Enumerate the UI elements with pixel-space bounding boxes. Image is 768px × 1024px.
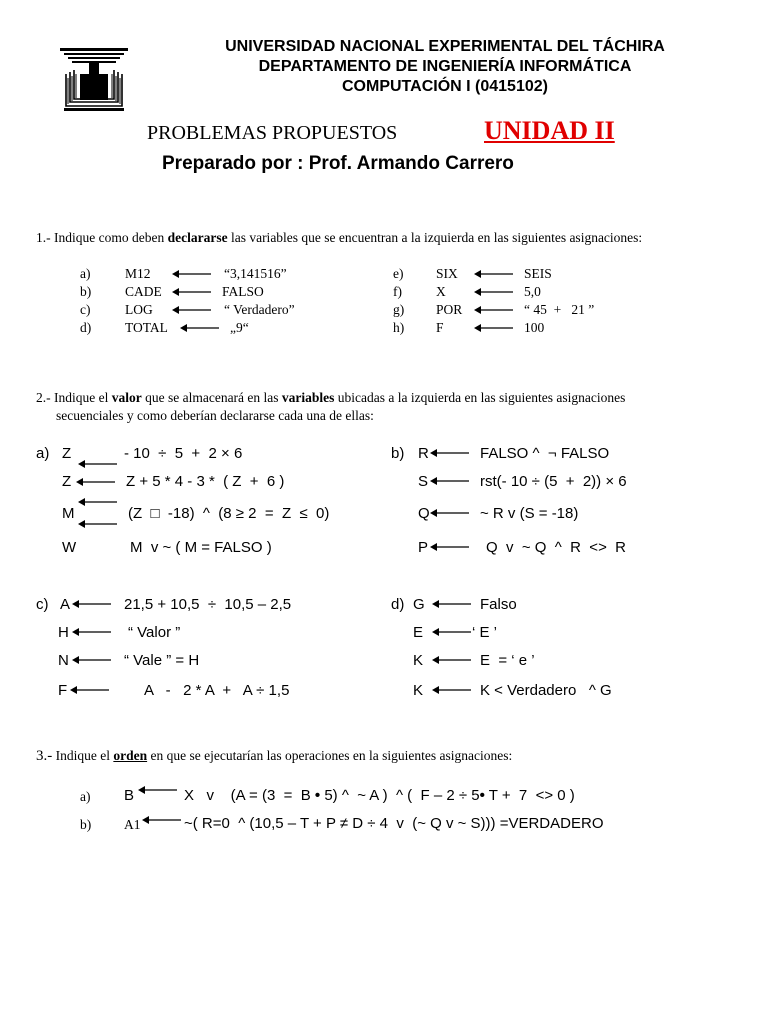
left-arrow-icon: [78, 518, 118, 530]
left-arrow-icon: [172, 286, 212, 298]
q2-d-var: G: [413, 596, 425, 613]
q3-item-key: b): [80, 817, 92, 832]
q3-item-key: a): [80, 789, 91, 804]
q2-c-expr: A - 2 * A + A ÷ 1,5: [144, 682, 290, 699]
q2-b-expr: ~ R v (S = -18): [480, 505, 579, 522]
q1-item-value: “ 45 + 21 ”: [524, 302, 595, 317]
q2-a-var: Z: [62, 473, 72, 490]
q1-item-value: „9“: [230, 320, 249, 335]
q1-item-value: 100: [524, 320, 545, 335]
left-arrow-icon: [432, 598, 472, 610]
bullet-dot-icon: •: [479, 787, 485, 804]
left-arrow-icon: [432, 684, 472, 696]
q1-item-key: f): [393, 284, 402, 299]
q1-item-value: SEIS: [524, 266, 552, 281]
left-arrow-icon: [76, 476, 116, 488]
left-arrow-icon: [78, 458, 118, 470]
q2-c-var: A: [60, 596, 71, 613]
left-arrow-icon: [430, 447, 470, 459]
left-arrow-icon: [430, 541, 470, 553]
left-arrow-icon: [430, 507, 470, 519]
q1-item-var: POR: [436, 302, 463, 317]
left-arrow-icon: [474, 322, 514, 334]
left-arrow-icon: [72, 654, 112, 666]
q2-c-var: H: [58, 624, 69, 641]
left-arrow-icon: [474, 286, 514, 298]
bullet-dot-icon: •: [314, 787, 321, 804]
author-line: Preparado por : Prof. Armando Carrero: [162, 153, 514, 174]
left-arrow-icon: [474, 304, 514, 316]
q3-item-var: B: [124, 787, 135, 804]
header-university: UNIVERSIDAD NACIONAL EXPERIMENTAL DEL TÁCHIRA: [225, 38, 665, 55]
q2-c-expr: “ Vale ” = H: [124, 652, 200, 669]
q2-b-expr: Q v ~ Q ^ R <> R: [486, 539, 626, 556]
q3-item-var: A1: [124, 817, 141, 832]
q1-item-key: g): [393, 302, 405, 317]
q2-b-expr: FALSO ^ ¬ FALSO: [480, 445, 610, 462]
q1-item-var: TOTAL: [125, 320, 168, 335]
q1-item-var: M12: [125, 266, 151, 281]
question-2-text: 2.- Indique el valor que se almacenará en las variables ubicadas a la izquierda en las siguientes asignaciones: [36, 390, 626, 405]
q2-c-expr: 21,5 + 10,5 ÷ 10,5 – 2,5: [124, 596, 292, 613]
q2-d-expr: K < Verdadero ^ G: [480, 682, 612, 699]
problems-title: PROBLEMAS PROPUESTOS: [147, 122, 398, 144]
left-arrow-icon: [432, 654, 472, 666]
q1-item-key: a): [80, 266, 91, 281]
left-arrow-icon: [432, 626, 472, 638]
unit-title: UNIDAD II: [484, 116, 615, 145]
question-1-text: 1.- Indique como deben declararse las variables que se encuentran a la izquierda en las siguientes asignaciones:: [36, 230, 643, 245]
q2-b-expr: rst(- 10 ÷ (5 + 2)) × 6: [480, 473, 627, 490]
q2-b-var: R: [418, 445, 429, 462]
q2-d-var: K: [413, 652, 424, 669]
university-logo-icon: [58, 44, 130, 116]
q1-item-value: “3,141516”: [224, 266, 287, 281]
q1-item-key: e): [393, 266, 404, 281]
header-course: COMPUTACIÓN I (0415102): [342, 78, 548, 95]
q2-a-var: W: [62, 539, 77, 556]
q1-item-value: “ Verdadero”: [224, 302, 295, 317]
q2-d-expr: Falso: [480, 596, 517, 613]
left-arrow-icon: [180, 322, 220, 334]
left-arrow-icon: [70, 684, 110, 696]
q3-item-expr: X v (A = (3 = B • 5) ^ ~ A ) ^ ( F – 2 ÷ 5• T + 7 <> 0 ): [184, 787, 575, 804]
q2-b-var: Q: [418, 505, 430, 522]
q2-d-var: K: [413, 682, 424, 699]
q2-a-expr: (Z □ -18) ^ (8 ≥ 2 = Z ≤ 0): [128, 505, 330, 522]
q2-b-var: P: [418, 539, 429, 556]
q2-b-label: b): [391, 445, 405, 462]
q1-item-key: d): [80, 320, 92, 335]
left-arrow-icon: [72, 598, 112, 610]
q2-a-expr: - 10 ÷ 5 + 2 × 6: [124, 445, 243, 462]
q2-a-expr: M v ~ ( M = FALSO ): [130, 539, 272, 556]
q2-a-expr: Z + 5 * 4 - 3 * ( Z + 6 ): [126, 473, 285, 490]
left-arrow-icon: [142, 814, 182, 826]
left-arrow-icon: [138, 784, 178, 796]
q2-a-var: Z: [62, 445, 72, 462]
q1-item-var: LOG: [125, 302, 153, 317]
left-arrow-icon: [474, 268, 514, 280]
left-arrow-icon: [172, 268, 212, 280]
question-3-text: 3.- Indique el orden en que se ejecutarían las operaciones en la siguientes asignaciones:: [36, 748, 513, 764]
q2-a-label: a): [36, 445, 50, 462]
q1-item-value: FALSO: [222, 284, 264, 299]
left-arrow-icon: [430, 475, 470, 487]
left-arrow-icon: [172, 304, 212, 316]
q3-item-expr: ~( R=0 ^ (10,5 – T + P ≠ D ÷ 4 v (~ Q v ~ S))) =VERDADERO: [184, 815, 604, 832]
q1-item-key: b): [80, 284, 92, 299]
q2-c-var: N: [58, 652, 69, 669]
q1-item-key: h): [393, 320, 405, 335]
q1-item-var: X: [436, 284, 446, 299]
q2-c-label: c): [36, 596, 49, 613]
q2-d-var: E: [413, 624, 424, 641]
q2-a-var: M: [62, 505, 75, 522]
q2-d-expr: E = ‘ e ’: [480, 652, 535, 669]
q1-item-var: SIX: [436, 266, 458, 281]
q2-c-expr: “ Valor ”: [128, 624, 181, 641]
left-arrow-icon: [72, 626, 112, 638]
left-arrow-icon: [78, 496, 118, 508]
q2-d-label: d): [391, 596, 405, 613]
q1-item-var: F: [436, 320, 444, 335]
q1-item-var: CADE: [125, 284, 162, 299]
header-department: DEPARTAMENTO DE INGENIERÍA INFORMÁTICA: [258, 58, 632, 75]
q1-item-value: 5,0: [524, 284, 541, 299]
q2-b-var: S: [418, 473, 429, 490]
q2-d-expr: ‘ E ’: [472, 624, 498, 641]
question-2-text-line2: secuenciales y como deberían declararse cada una de ellas:: [56, 408, 374, 423]
q1-item-key: c): [80, 302, 91, 317]
q2-c-var: F: [58, 682, 68, 699]
